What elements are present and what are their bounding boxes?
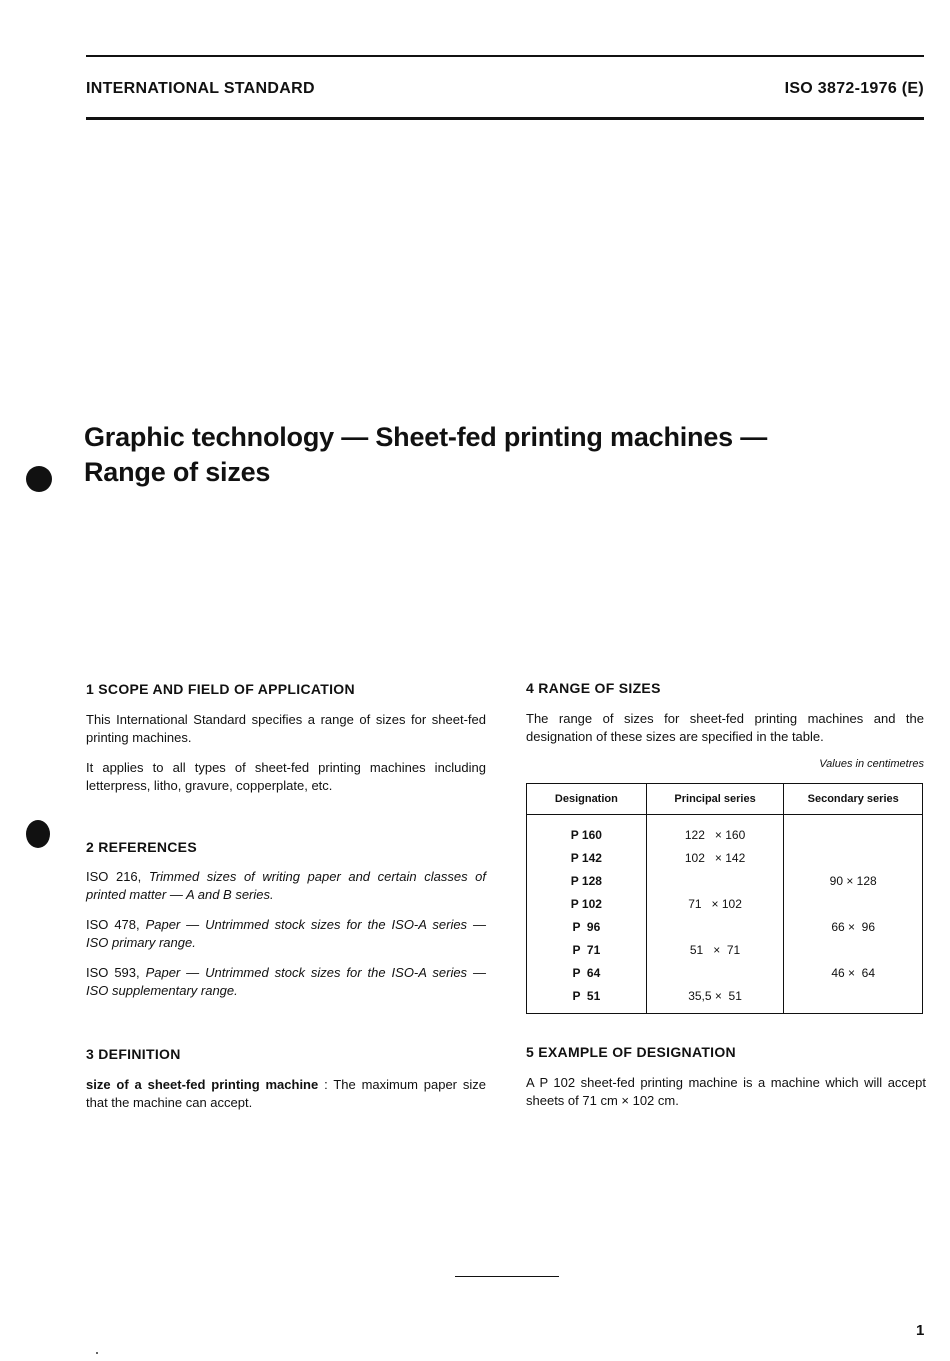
header-bottom-rule [86, 117, 924, 120]
designation-cell: P 64 [572, 965, 601, 980]
secondary-cell: 66 × 96 [784, 915, 923, 938]
secondary-cell [784, 892, 923, 915]
title-line-2: Range of sizes [84, 457, 271, 487]
table-row [527, 846, 923, 869]
range-paragraph: The range of sizes for sheet-fed printing machines and the designation of these sizes are specified in the table. [526, 711, 924, 744]
secondary-cell: 90 × 128 [784, 869, 923, 892]
range-heading: 4 RANGE OF SIZES [526, 680, 661, 696]
reference-code: ISO 593, [86, 965, 146, 980]
footer-rule [455, 1276, 559, 1277]
table-units-note: Values in centimetres [819, 758, 924, 770]
principal-cell [646, 915, 784, 938]
designation-cell: P 142 [570, 850, 602, 865]
column-header-principal: Principal series [646, 784, 784, 815]
reference-code: ISO 216, [86, 869, 149, 884]
reference-item [86, 868, 486, 904]
punch-hole-icon [26, 466, 52, 492]
designation-cell: P 160 [570, 827, 602, 842]
principal-cell: 35,5 × 51 [646, 984, 784, 1014]
table-row [527, 938, 923, 961]
principal-cell: 122 × 160 [646, 815, 784, 847]
principal-cell: 71 × 102 [646, 892, 784, 915]
scope-paragraph-1: This International Standard specifies a range of sizes for sheet-fed printing machines. [86, 712, 486, 745]
section-scope [86, 680, 486, 795]
principal-cell: 51 × 71 [646, 938, 784, 961]
reference-title: Trimmed sizes of writing paper and certain classes of printed matter — A and B series. [86, 869, 486, 902]
reference-code: ISO 478, [86, 917, 146, 932]
designation-cell: P 71 [572, 942, 601, 957]
example-paragraph: A P 102 sheet-fed printing machine is a machine which will accept sheets of 71 cm × 102 cm. [526, 1075, 926, 1108]
designation-cell: P 96 [572, 919, 601, 934]
secondary-cell [784, 984, 923, 1014]
table-row [527, 961, 923, 984]
header-top-rule [86, 55, 924, 57]
section-range [526, 679, 924, 746]
sizes-table [526, 783, 923, 1014]
definition-text [86, 1076, 486, 1112]
punch-hole-icon [26, 820, 50, 848]
document-title [84, 420, 767, 490]
scope-paragraph-2: It applies to all types of sheet-fed printing machines including letterpress, litho, gravure, copperplate, etc. [86, 760, 486, 793]
secondary-cell [784, 815, 923, 847]
definition-body: The maximum paper size that the machine can accept. [86, 1077, 486, 1110]
column-header-designation: Designation [527, 784, 647, 815]
page-number: 1 [916, 1322, 925, 1339]
table-row [527, 815, 923, 847]
designation-cell: P 51 [572, 988, 601, 1003]
header-standard-label: INTERNATIONAL STANDARD [86, 80, 315, 97]
designation-cell: P 128 [570, 873, 602, 888]
section-definition [86, 1045, 486, 1112]
scan-speck [96, 1352, 98, 1354]
secondary-cell [784, 938, 923, 961]
reference-item [86, 964, 486, 1000]
designation-cell: P 102 [570, 896, 602, 911]
definition-heading: 3 DEFINITION [86, 1046, 181, 1062]
scope-heading: 1 SCOPE AND FIELD OF APPLICATION [86, 681, 355, 697]
header-document-number: ISO 3872-1976 (E) [784, 80, 924, 97]
secondary-cell: 46 × 64 [784, 961, 923, 984]
title-line-1: Graphic technology — Sheet-fed printing machines — [84, 422, 768, 452]
table-row [527, 915, 923, 938]
example-heading: 5 EXAMPLE OF DESIGNATION [526, 1044, 736, 1060]
secondary-cell [784, 846, 923, 869]
principal-cell: 102 × 142 [646, 846, 784, 869]
references-heading: 2 REFERENCES [86, 839, 197, 855]
reference-item [86, 916, 486, 952]
table-row [527, 984, 923, 1014]
principal-cell [646, 869, 784, 892]
section-references [86, 838, 486, 1000]
reference-title: Paper — Untrimmed stock sizes for the ISO-A series — ISO supplementary range. [86, 965, 486, 998]
reference-title: Paper — Untrimmed stock sizes for the ISO-A series — ISO primary range. [86, 917, 486, 950]
table-row [527, 892, 923, 915]
definition-separator: : [318, 1077, 334, 1092]
principal-cell [646, 961, 784, 984]
column-header-secondary: Secondary series [784, 784, 923, 815]
table-row [527, 869, 923, 892]
definition-term: size of a sheet-fed printing machine [86, 1077, 319, 1092]
section-example [526, 1043, 926, 1110]
